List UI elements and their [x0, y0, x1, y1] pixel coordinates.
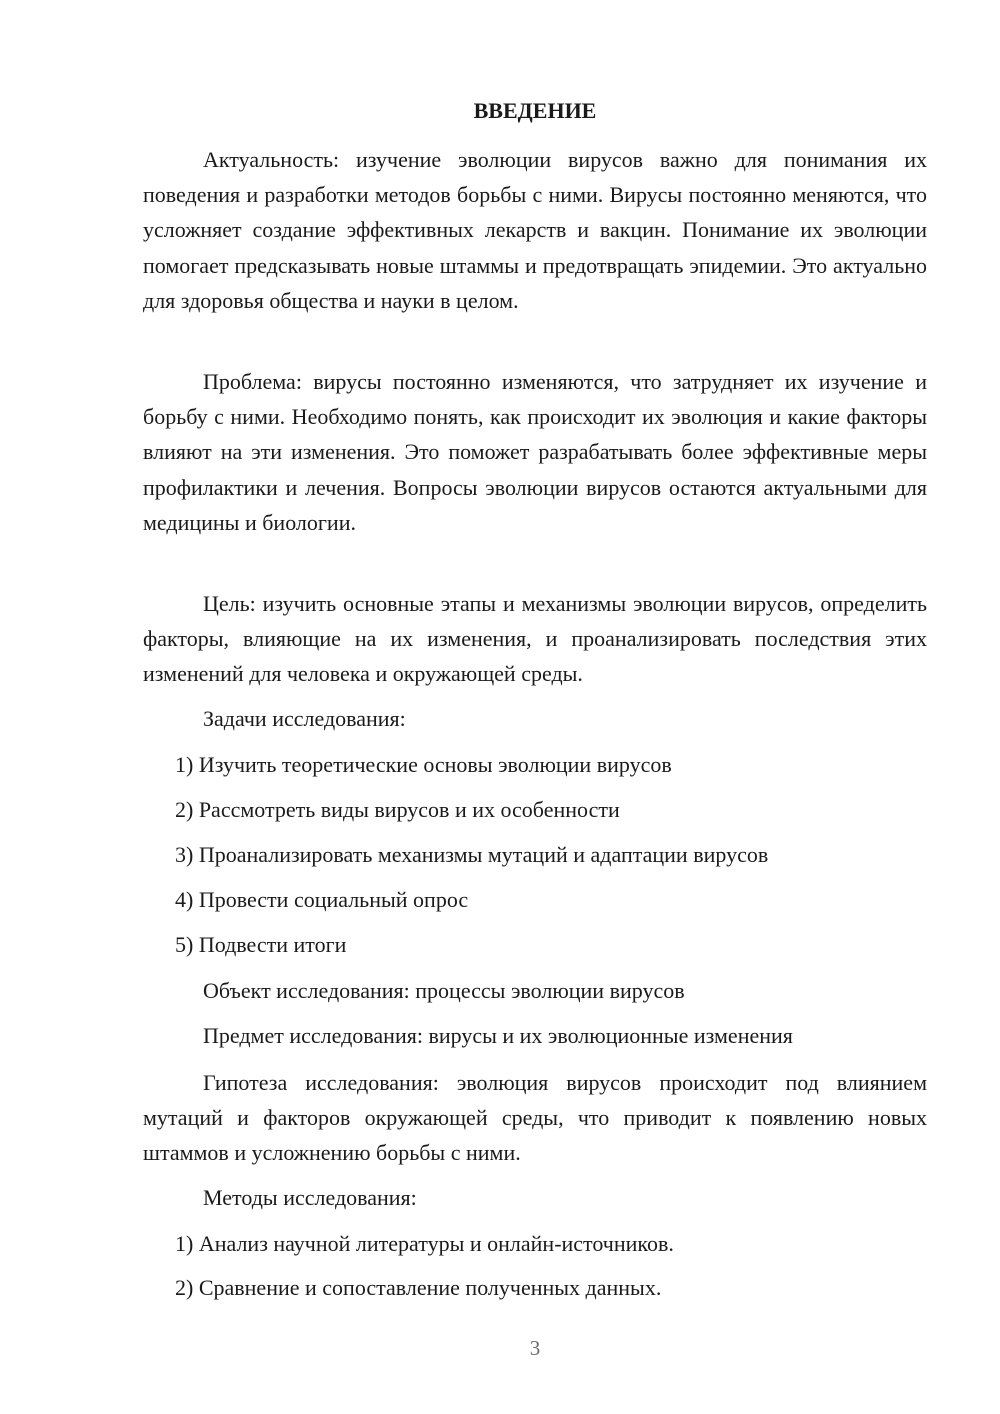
task-item-5: 5) Подвести итоги	[175, 932, 347, 957]
paragraph-problem: Проблема: вирусы постоянно изменяются, что затрудняет их изучение и борьбу с ними. Необходимо понять, как происходит их эволюция и какие факторы влияют на эти изменения. Это поможет разрабатывать более эффективные меры профилактики и лечения. Вопросы эволюции вирусов остаются актуальными для медицины и биологии.	[143, 369, 927, 535]
page-number: 3	[529, 1336, 541, 1360]
research-object: Объект исследования: процессы эволюции вирусов	[203, 978, 685, 1003]
methods-heading: Методы исследования:	[203, 1185, 417, 1210]
task-item-2: 2) Рассмотреть виды вирусов и их особенности	[175, 797, 620, 822]
method-item-2: 2) Сравнение и сопоставление полученных данных.	[175, 1275, 662, 1300]
page-title: ВВЕДЕНИЕ	[473, 98, 597, 123]
paragraph-hypothesis: Гипотеза исследования: эволюция вирусов происходит под влиянием мутаций и факторов окружающей среды, что приводит к появлению новых штаммов и усложнению борьбы с ними.	[143, 1070, 927, 1166]
method-item-1: 1) Анализ научной литературы и онлайн-источников.	[175, 1231, 674, 1256]
research-subject: Предмет исследования: вирусы и их эволюционные изменения	[203, 1023, 793, 1048]
tasks-heading: Задачи исследования:	[203, 706, 406, 731]
task-item-3: 3) Проанализировать механизмы мутаций и адаптации вирусов	[175, 842, 769, 867]
paragraph-relevance: Актуальность: изучение эволюции вирусов важно для понимания их поведения и разработки методов борьбы с ними. Вирусы постоянно меняются, что усложняет создание эффективных лекарств и вакцин. Понимание их эволюции помогает предсказывать новые штаммы и предотвращать эпидемии. Это актуально для здоровья общества и науки в целом.	[143, 147, 927, 313]
paragraph-goal: Цель: изучить основные этапы и механизмы эволюции вирусов, определить факторы, влияющие на их изменения, и проанализировать последствия этих изменений для человека и окружающей среды.	[143, 591, 927, 687]
task-item-4: 4) Провести социальный опрос	[175, 887, 469, 912]
task-item-1: 1) Изучить теоретические основы эволюции вирусов	[175, 752, 672, 777]
